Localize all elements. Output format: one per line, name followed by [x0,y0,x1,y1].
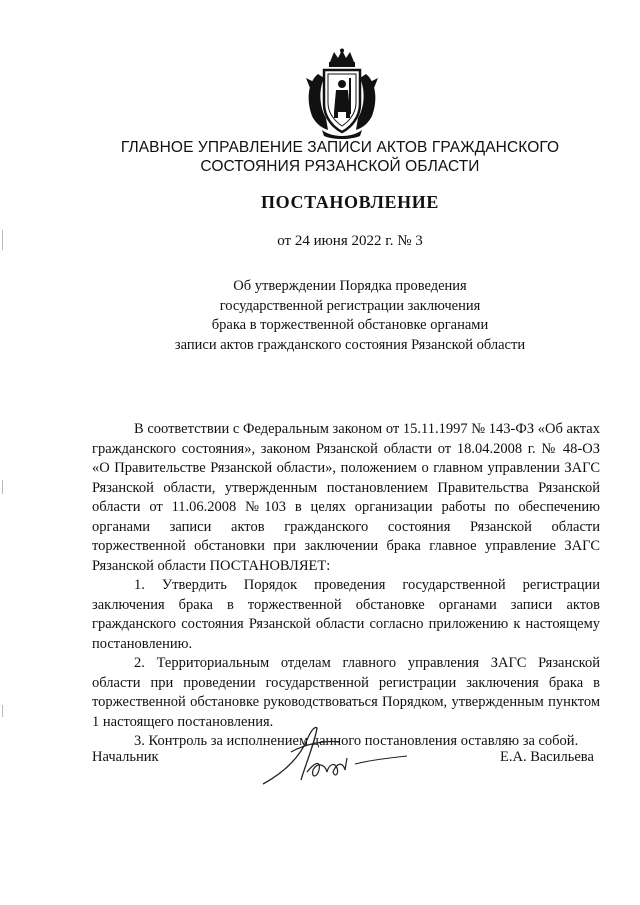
subject-line: брака в торжественной обстановке органами [211,317,489,333]
signatory-name: Е.А. Васильева [500,749,594,765]
scan-margin-mark [2,705,3,717]
subject-line: записи актов гражданского состояния Рязанской области [174,336,526,353]
document-date-number: от 24 июня 2022 г. № 3 [277,233,423,249]
body-paragraph-item-1: 1. Утвердить Порядок проведения государственной регистрации заключения брака в торжественной обстановке органами записи актов гражданского состояния Рязанской области согласно приложению к настоящему постановлению. [92,577,600,652]
scan-margin-mark [2,230,3,250]
document-title: ПОСТАНОВЛЕНИЕ [261,192,439,212]
coat-of-arms-emblem [304,48,380,140]
header-line-1: ГЛАВНОЕ УПРАВЛЕНИЕ ЗАПИСИ АКТОВ ГРАЖДАНСКОГО [120,139,560,156]
header-line-2: СОСТОЯНИЯ РЯЗАНСКОЙ ОБЛАСТИ [200,158,480,175]
subject-line: государственной регистрации заключения [219,297,481,314]
body-paragraph-item-2: 2. Территориальным отделам главного управления ЗАГС Рязанской области при проведении государственной регистрации заключения брака в торжественной обстановке руководствоваться Порядком, утвержденным пунктом 1 настоящего постановления. [92,655,600,730]
body-paragraph-item-3: 3. Контроль за исполнением данного постановления оставляю за собой. [134,733,579,749]
document-subject [120,277,580,355]
handwritten-signature [255,722,415,792]
subject-line: Об утверждении Порядка проведения [233,278,467,294]
document-body [92,420,600,752]
body-paragraph-preamble: В соответствии с Федеральным законом от 15.11.1997 № 143-ФЗ «Об актах гражданского состояния», законом Рязанской области от 18.04.2008 г. № 48-ОЗ «О Правительстве Рязанской области», положением о главном управлении ЗАГС Рязанской области, утвержденным постановлением Правительства Рязанской области от 11.06.2008 №103 в целях организации работы по обеспечению органами записи актов гражданского состояния Рязанской области торжественной обстановки при заключении брака главное управление ЗАГС Рязанской области ПОСТАНОВЛЯЕТ: [92,421,600,574]
signatory-position: Начальник [92,749,159,765]
scan-margin-mark [2,480,3,494]
